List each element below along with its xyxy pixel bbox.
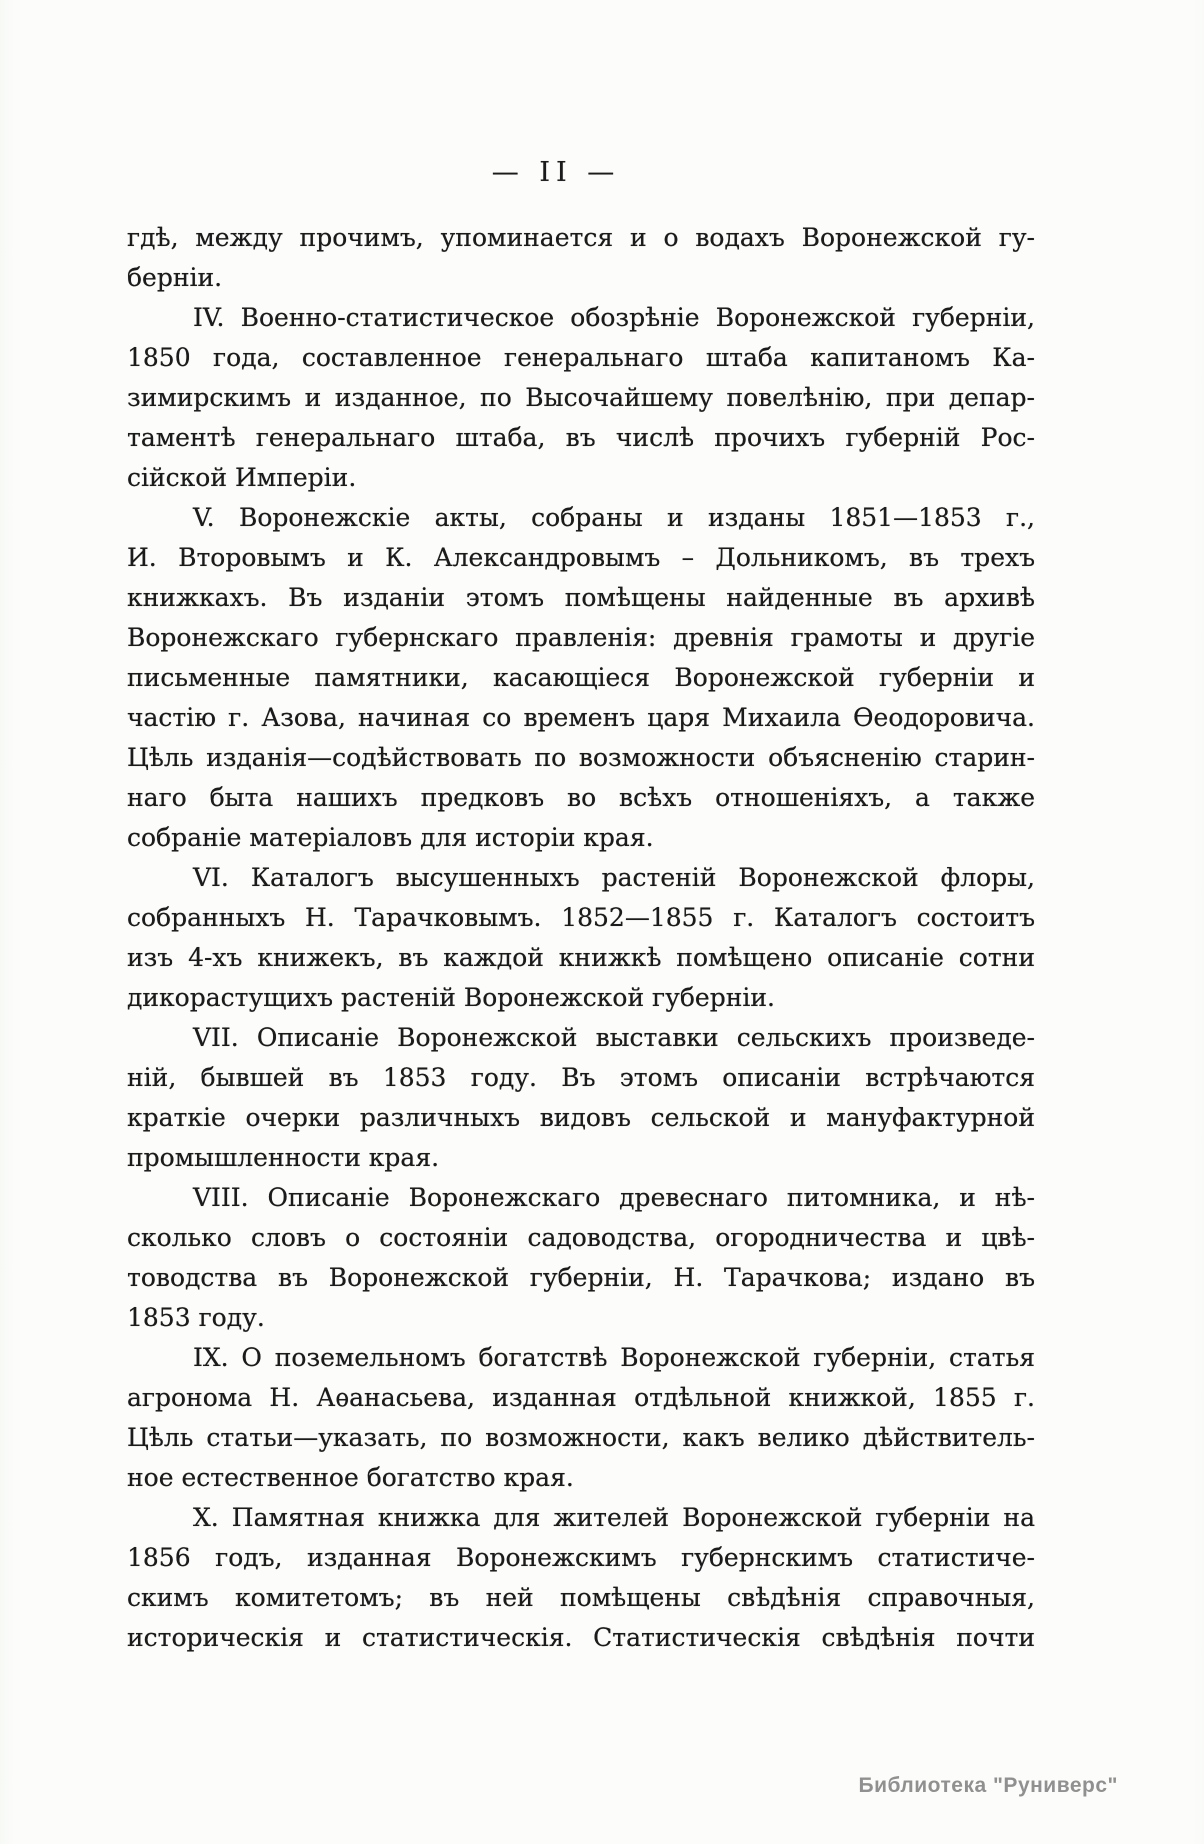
text-line: VII. Описаніе Воронежской выставки сельскихъ произведе- <box>193 1023 1035 1052</box>
text-line: Воронежскаго губернскаго правленія: древнія грамоты и другіе <box>127 623 1035 652</box>
text-line: IX. О поземельномъ богатствѣ Воронежской губерніи, статья <box>193 1343 1035 1372</box>
text-line: сколько словъ о состояніи садоводства, огородничества и цвѣ- <box>127 1223 1035 1252</box>
page-number: — II — <box>491 157 621 188</box>
text-line: ное естественное богатство края. <box>127 1463 574 1492</box>
text-line: берніи. <box>127 263 223 292</box>
paragraph <box>127 858 1035 1018</box>
text-line: историческія и статистическія. Статистическія свѣдѣнія почти <box>127 1623 1035 1652</box>
text-line: частію г. Азова, начиная со временъ царя Михаила Ѳеодоровича. <box>127 703 1035 732</box>
text-line: собраніе матеріаловъ для исторіи края. <box>127 823 654 852</box>
text-line: изъ 4-хъ книжекъ, въ каждой книжкѣ помѣщено описаніе сотни <box>127 943 1035 972</box>
text-line: наго быта нашихъ предковъ во всѣхъ отношеніяхъ, а также <box>127 783 1035 812</box>
text-line: таментѣ генеральнаго штаба, въ числѣ прочихъ губерній Рос- <box>127 423 1035 452</box>
text-line: VIII. Описаніе Воронежскаго древеснаго питомника, и нѣ- <box>193 1183 1035 1212</box>
text-line: 1853 году. <box>127 1303 265 1332</box>
text-line: зимирскимъ и изданное, по Высочайшему повелѣнію, при депар- <box>127 383 1035 412</box>
text-line: книжкахъ. Въ изданіи этомъ помѣщены найденные въ архивѣ <box>127 583 1035 612</box>
text-line: письменные памятники, касающіеся Воронежской губерніи и <box>127 663 1035 692</box>
paragraph <box>127 1498 1035 1658</box>
text-line: 1850 года, составленное генеральнаго штаба капитаномъ Ка- <box>127 343 1035 372</box>
paragraph <box>127 218 1035 298</box>
text-line: VI. Каталогъ высушенныхъ растеній Воронежской флоры, <box>193 863 1035 892</box>
text-line: X. Памятная книжка для жителей Воронежской губерніи на <box>193 1503 1035 1532</box>
text-line: товодства въ Воронежской губерніи, Н. Тарачкова; издано въ <box>127 1263 1035 1292</box>
paragraph <box>127 1018 1035 1178</box>
paragraph <box>127 498 1035 858</box>
text-block <box>127 218 1035 1658</box>
text-line: И. Второвымъ и К. Александровымъ – Дольникомъ, въ трехъ <box>127 543 1035 572</box>
text-line: V. Воронежскіе акты, собраны и изданы 1851—1853 г., <box>193 503 1035 532</box>
text-line: Цѣль изданія—содѣйствовать по возможности объясненію старин- <box>127 743 1035 772</box>
text-line: краткіе очерки различныхъ видовъ сельской и мануфактурной <box>127 1103 1035 1132</box>
text-line: промышленности края. <box>127 1143 440 1172</box>
text-line: собранныхъ Н. Тарачковымъ. 1852—1855 г. Каталогъ состоитъ <box>127 903 1035 932</box>
paragraph <box>127 1178 1035 1338</box>
text-line: дикорастущихъ растеній Воронежской губерніи. <box>127 983 775 1012</box>
text-line: IV. Военно-статистическое обозрѣніе Воронежской губерніи, <box>193 303 1035 332</box>
text-line: гдѣ, между прочимъ, упоминается и о водахъ Воронежской гу- <box>127 223 1035 252</box>
text-line: сійской Имперіи. <box>127 463 357 492</box>
paragraph <box>127 298 1035 498</box>
text-line: ній, бывшей въ 1853 году. Въ этомъ описаніи встрѣчаются <box>127 1063 1035 1092</box>
text-line: скимъ комитетомъ; въ ней помѣщены свѣдѣнія справочныя, <box>127 1583 1035 1612</box>
text-line: агронома Н. Аѳанасьева, изданная отдѣльной книжкой, 1855 г. <box>127 1383 1035 1412</box>
text-line: 1856 годъ, изданная Воронежскимъ губернскимъ статистиче- <box>127 1543 1035 1572</box>
paragraph <box>127 1338 1035 1498</box>
library-watermark: Библиотека "Руниверс" <box>858 1774 1118 1797</box>
text-line: Цѣль статьи—указать, по возможности, какъ велико дѣйствитель- <box>127 1423 1035 1452</box>
